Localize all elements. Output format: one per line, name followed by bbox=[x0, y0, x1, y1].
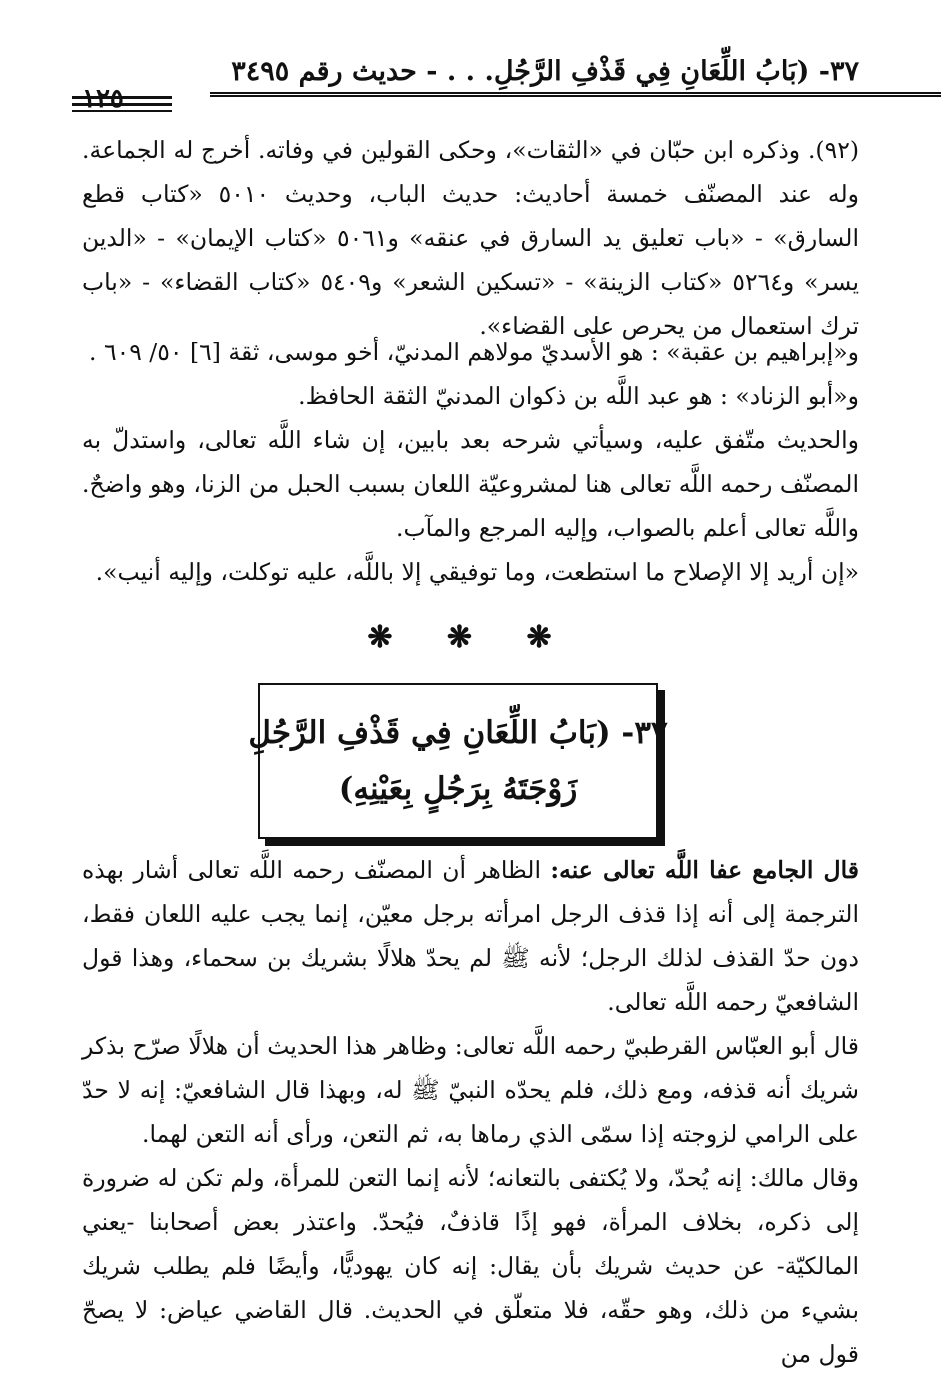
chapter-title-box bbox=[248, 683, 668, 839]
paragraph: والحديث متّفق عليه، وسيأتي شرحه بعد بابين، إن شاء اللَّه تعالى، واستدلّ به المصنّف رحمه اللَّه تعالى هنا لمشروعيّة اللعان بسبب الحبل من الزنا، وهو واضحٌ. واللَّه تعالى أعلم بالصواب، وإليه المرجع والمآب. bbox=[82, 426, 859, 542]
chapter-title-line: ٣٧- (بَابُ اللِّعَانِ فِي قَذْفِ الرَّجُلِ bbox=[248, 715, 668, 751]
paragraph bbox=[82, 848, 859, 1024]
narrator-notes bbox=[82, 128, 859, 348]
hadith-notes bbox=[82, 330, 859, 594]
paragraph: (٩٢). وذكره ابن حبّان في «الثقات»، وحكى القولين في وفاته. أخرج له الجماعة. وله عند المصنّف خمسة أحاديث: حديث الباب، وحديث ٥٠١٠ «كتاب قطع السارق» - «باب تعليق يد السارق في عنقه» و٥٠٦١ «كتاب الإيمان» - «الدين يسر» و٥٢٦٤ «كتاب الزينة» - «تسكين الشعر» و٥٤٠٩ «كتاب القضاء» - «باب ترك استعمال من يحرص على القضاء». bbox=[82, 136, 859, 340]
running-header bbox=[72, 50, 859, 106]
paragraph: و«أبو الزناد» : هو عبد اللَّه بن ذكوان المدنيّ الثقة الحافظ. bbox=[298, 382, 859, 410]
header-rule-left bbox=[72, 110, 172, 112]
commentary-text: الظاهر أن المصنّف رحمه اللَّه تعالى أشار بهذه الترجمة إلى أنه إذا قذف الرجل امرأته برجل معيّن، إنما يجب عليه اللعان فقط، دون حدّ القذف لذلك الرجل؛ لأنه ﷺ لم يحدّ هلالًا بشريك بن سحماء، وهذا قول الشافعيّ رحمه اللَّه تعالى. bbox=[82, 856, 859, 1016]
header-title: ٣٧- (بَابُ اللِّعَانِ فِي قَذْفِ الرَّجُلِ. . . - حديث رقم ٣٤٩٥ bbox=[231, 56, 859, 87]
paragraph: «إن أريد إلا الإصلاح ما استطعت، وما توفيقي إلا باللَّه، عليه توكلت، وإليه أنيب». bbox=[95, 558, 859, 586]
header-rule-left bbox=[72, 96, 172, 99]
paragraph: قال أبو العبّاس القرطبيّ رحمه اللَّه تعالى: وظاهر هذا الحديث أن هلالًا صرّح بذكر شريك أنه قذفه، ومع ذلك، فلم يحدّه النبيّ ﷺ له، وبهذا قال الشافعيّ: إنه لا حدّ على الرامي لزوجته إذا سمّى الذي رماها به، ثم التعن، ورأى أنه التعن لهما. bbox=[82, 1032, 859, 1148]
header-rule bbox=[210, 92, 941, 97]
paragraph: وقال مالك: إنه يُحدّ، ولا يُكتفى بالتعانه؛ لأنه إنما التعن للمرأة، ولم تكن له ضرورة إلى ذكره، بخلاف المرأة، فهو إذًا قاذفٌ، فيُحدّ. واعتذر بعض أصحابنا -يعني المالكيّة- عن حديث شريك بأن يقال: إنه كان يهوديًّا، وأيضًا فلم يطلب شريك بشيء من ذلك، وهو حقّه، فلا متعلّق في الحديث. قال القاضي عياض: لا يصحّ قول من bbox=[82, 1164, 859, 1368]
header-rule-left bbox=[72, 103, 172, 106]
commentary bbox=[82, 848, 859, 1376]
section-separator: ❋ ❋ ❋ bbox=[367, 620, 574, 655]
page-number: ١٢٥ bbox=[82, 84, 124, 114]
commentary-lead: قال الجامع عفا اللَّه تعالى عنه: bbox=[550, 856, 859, 884]
paragraph: و«إبراهيم بن عقبة» : هو الأسديّ مولاهم المدنيّ، أخو موسى، ثقة [٦] ٥٠/ ٦٠٩ . bbox=[89, 338, 859, 366]
chapter-title-line: زَوْجَتَهُ بِرَجُلٍ بِعَيْنِهِ) bbox=[338, 771, 578, 807]
